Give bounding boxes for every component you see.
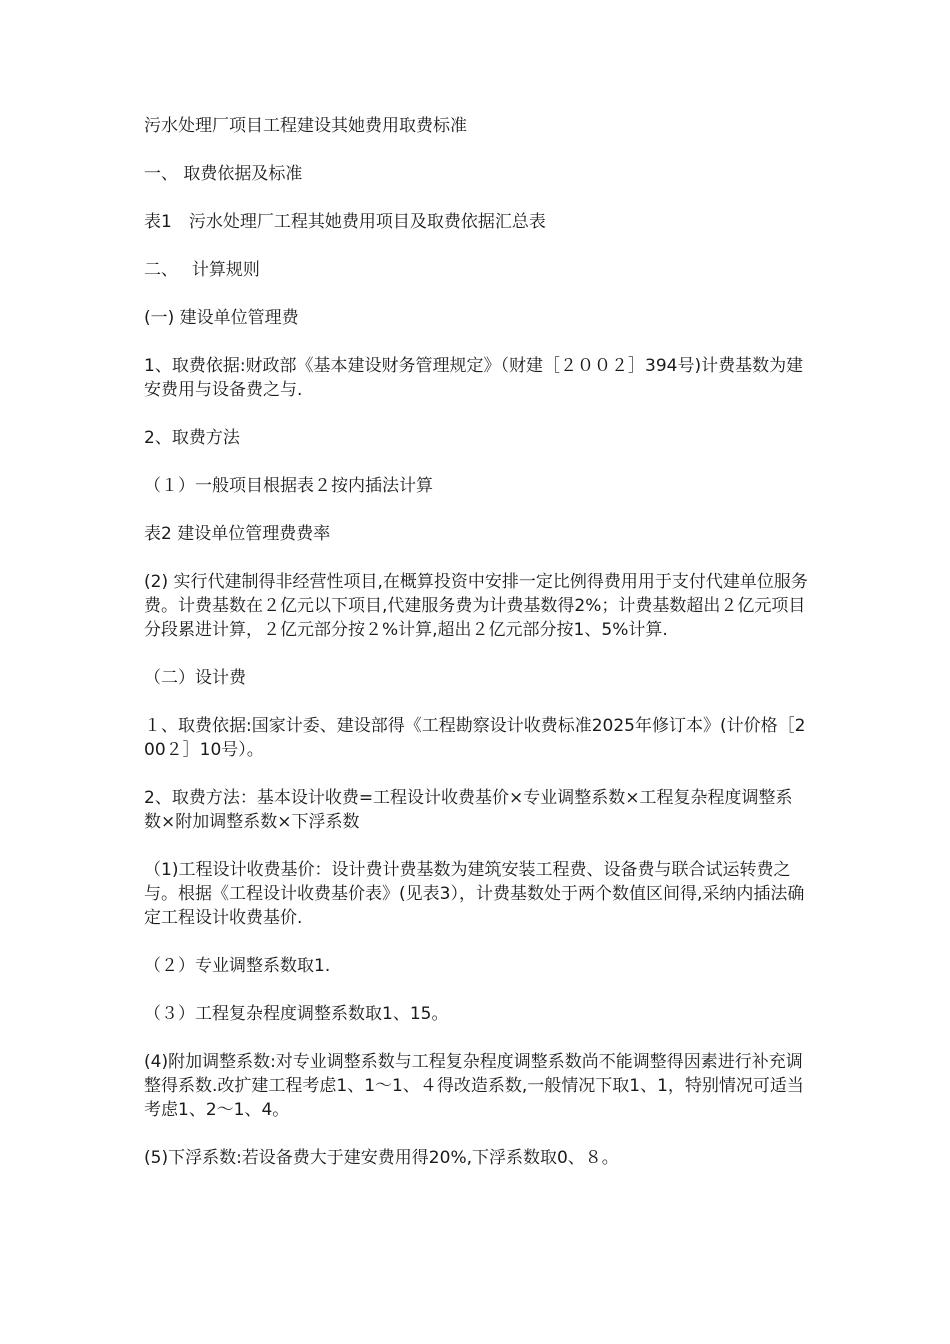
subsection-heading-design-fee: （二）设计费: [144, 668, 246, 688]
paragraph-additional-coefficient: (4)附加调整系数:对专业调整系数与工程复杂程度调整系数尚不能调整得因素进行补充调整得系数.改扩建工程考虑1、1～1、４得改造系数,一般情况下取1、1，特别情况可适当考虑1、2～1、4。: [144, 1052, 804, 1120]
table-caption-2: 表2 建设单位管理费费率: [144, 524, 331, 544]
paragraph-method-heading: 2、取费方法: [144, 428, 240, 448]
table-caption-1: 表1 污水处理厂工程其她费用项目及取费依据汇总表: [144, 212, 546, 232]
section-heading-1: 一、 取费依据及标准: [144, 164, 303, 184]
paragraph-design-method: 2、取费方法：基本设计收费=工程设计收费基价×专业调整系数×工程复杂程度调整系数×附加调整系数×下浮系数: [144, 788, 793, 832]
subsection-heading-management-fee: (一) 建设单位管理费: [144, 308, 299, 328]
section-heading-2: 二、 计算规则: [144, 260, 260, 280]
paragraph-professional-coefficient: （２）专业调整系数取1.: [144, 956, 331, 976]
paragraph-basis: 1、取费依据:财政部《基本建设财务管理规定》（财建［２００２］394号)计费基数为建安费用与设备费之与.: [144, 356, 804, 400]
document-page: [144, 114, 808, 1194]
paragraph-design-basis: １、取费依据:国家计委、建设部得《工程勘察设计收费标准2025年修订本》(计价格［200２］10号）。: [144, 716, 806, 760]
paragraph-complexity-coefficient: （３）工程复杂程度调整系数取1、15。: [144, 1004, 449, 1024]
document-title: 污水处理厂项目工程建设其她费用取费标准: [144, 116, 467, 136]
paragraph-agency-construction: (2) 实行代建制得非经营性项目,在概算投资中安排一定比例得费用用于支付代建单位服务费。计费基数在２亿元以下项目,代建服务费为计费基数得2%；计费基数超出２亿元项目分段累进计算，２亿元部分按２%计算,超出２亿元部分按1、5%计算.: [144, 572, 808, 640]
paragraph-base-price: （1)工程设计收费基价：设计费计费基数为建筑安装工程费、设备费与联合试运转费之与。根据《工程设计收费基价表》(见表3），计费基数处于两个数值区间得,采纳内插法确定工程设计收费基价.: [144, 860, 805, 928]
paragraph-general-projects: （１）一般项目根据表２按内插法计算: [144, 476, 433, 496]
paragraph-discount-coefficient: (5)下浮系数:若设备费大于建安费用得20%,下浮系数取0、８。: [144, 1148, 619, 1168]
